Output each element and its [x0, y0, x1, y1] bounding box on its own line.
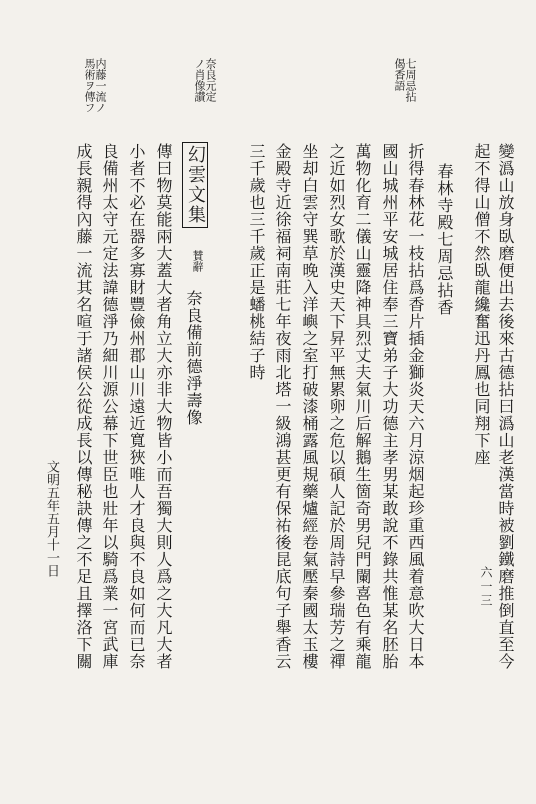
text-column-9: 金殿寺近徐福祠南莊七年夜雨北塔一級鴻甚更有保祐後昆底句子舉香云 — [273, 143, 292, 670]
header-note-1-line1: 七周忌拈 — [404, 58, 417, 102]
header-note-2 — [194, 58, 216, 102]
page-number: 六一三 — [479, 566, 493, 608]
section-subtitle: 賛辭 — [191, 250, 204, 272]
text-column-5: 國山城州平安城居住奉三寶弟子大功德主孝男某敢說不錄共惟某名胚胎 — [380, 143, 399, 670]
text-column-11: 奈良備前德淨壽像 — [184, 290, 203, 426]
header-note-1 — [394, 58, 416, 102]
section-title: 幻雲文集 — [182, 142, 208, 228]
text-column-15: 成長親得內藤一流其名喧于諸侯公從成長以傳秘訣傳之不足且擇洛下關 — [74, 143, 93, 670]
text-column-14: 良備州太守元定法諱德淨乃細川源公幕下世臣也壯年以騎爲業一宮武庫 — [100, 143, 119, 670]
text-column-13: 小者不必在器多寡財豐儉州郡山川遠近寬狹唯人才良與不良如何而已奈 — [127, 143, 146, 670]
text-column-10: 三千歲也三千歲正是蟠桃結子時 — [247, 143, 266, 381]
header-note-2-line2: ノ肖像讃 — [193, 58, 206, 102]
text-column-6: 萬物化育二儀山靈降神具烈丈夫氣川后解鵝生箇奇男兒門闌喜色有乘龍 — [353, 143, 372, 670]
text-column-4: 折得春林花一枝拈爲香片插金獅炎天六月涼烟起珍重西風着意吹大日本 — [406, 143, 425, 670]
text-column-2: 起不得山僧不然臥龍纔奮迅丹鳳也同翔下座 — [472, 143, 491, 466]
header-note-3 — [84, 58, 106, 113]
text-column-3: 春林寺殿七周忌拈香 — [435, 163, 454, 316]
text-column-7: 之近如烈女歌於漢史天下昇平無累卵之危以碩人記於周詩早參瑞芳之禪 — [327, 143, 346, 670]
text-column-12: 傳曰物莫能兩大蓋大者角立大亦非大物皆小而吾獨大則人爲之大凡大者 — [154, 143, 173, 670]
header-note-2-line1: 奈良元定 — [204, 58, 217, 102]
header-note-3-line1: 内藤一流ノ — [94, 58, 107, 113]
header-note-3-line2: 馬術ヲ傳フ — [83, 58, 96, 113]
text-column-1: 變潙山放身臥磨便出去後來古德拈曰潙山老漢當時被劉鐵磨推倒直至今 — [496, 143, 515, 670]
header-note-1-line2: 偈香語 — [393, 58, 406, 91]
date-line: 文明五年五月十一日 — [44, 460, 59, 577]
text-column-8: 坐却白雲守巽草晚入洋嶼之室打破漆桶露風規藥爐經卷氣壓秦國太玉樓 — [300, 143, 319, 670]
